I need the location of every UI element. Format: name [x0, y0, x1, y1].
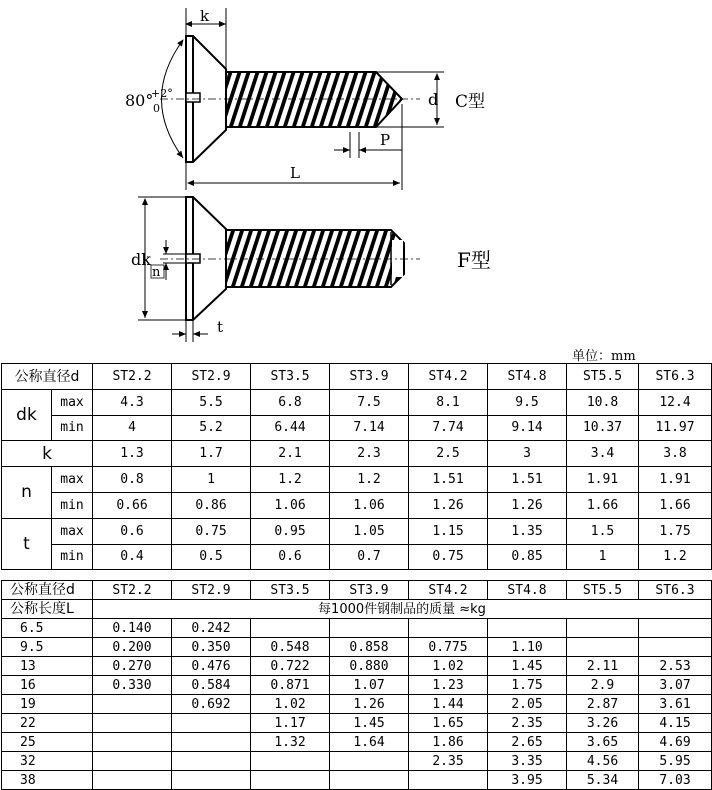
value-cell: 0.7: [330, 544, 409, 570]
label-angle-tol-lower: 0: [153, 102, 160, 115]
length-cell: 38: [2, 771, 93, 790]
value-cell: 0.4: [93, 544, 172, 570]
sub-label-max: max: [52, 389, 93, 415]
length-cell: 22: [2, 714, 93, 733]
value-cell: 1.51: [409, 467, 488, 493]
size-cell: ST2.9: [172, 581, 251, 600]
table-row: [2, 733, 712, 752]
value-cell: 1.2: [251, 467, 330, 493]
dimension-table: [1, 363, 712, 570]
length-cell: 25: [2, 733, 93, 752]
table-row: [2, 619, 712, 638]
value-cell: 11.97: [639, 415, 712, 441]
value-cell: 0.75: [172, 518, 251, 544]
value-cell: 3.26: [567, 714, 639, 733]
value-cell: 4.69: [639, 733, 712, 752]
value-cell: 0.5: [172, 544, 251, 570]
size-cell: ST6.3: [639, 581, 712, 600]
value-cell: 0.722: [251, 657, 330, 676]
value-cell: 3.61: [639, 695, 712, 714]
value-cell: 1.2: [639, 544, 712, 570]
value-cell: 2.87: [567, 695, 639, 714]
size-cell: ST6.3: [639, 364, 712, 390]
table-row: [2, 441, 712, 467]
value-cell: 3.4: [567, 441, 639, 467]
label-l: L: [290, 164, 300, 182]
value-cell: 5.34: [567, 771, 639, 790]
value-cell: [330, 771, 409, 790]
row-label-dk: dk: [2, 389, 52, 441]
table-row: [2, 638, 712, 657]
header-nominal-diameter: 公称直径d: [2, 581, 93, 600]
value-cell: 3.65: [567, 733, 639, 752]
label-t: t: [217, 318, 224, 336]
value-cell: 2.1: [251, 441, 330, 467]
table-row: [2, 676, 712, 695]
label-p: P: [380, 131, 391, 149]
value-cell: 1.45: [488, 657, 567, 676]
row-label-t: t: [2, 518, 52, 570]
value-cell: 5.5: [172, 389, 251, 415]
value-cell: 2.5: [409, 441, 488, 467]
sub-label-max: max: [52, 467, 93, 493]
value-cell: 4: [93, 415, 172, 441]
label-dk: dk: [131, 250, 151, 269]
value-cell: 0.6: [93, 518, 172, 544]
value-cell: 0.242: [172, 619, 251, 638]
value-cell: 1.91: [567, 467, 639, 493]
value-cell: 1.65: [409, 714, 488, 733]
value-cell: 0.75: [409, 544, 488, 570]
sub-label-min: min: [52, 415, 93, 441]
value-cell: 1.06: [330, 492, 409, 518]
value-cell: 1.26: [330, 695, 409, 714]
value-cell: 0.140: [93, 619, 172, 638]
value-cell: 1.06: [251, 492, 330, 518]
table-header-row: [2, 600, 712, 619]
value-cell: 0.66: [93, 492, 172, 518]
value-cell: 9.14: [488, 415, 567, 441]
value-cell: 9.5: [488, 389, 567, 415]
table-row: [2, 714, 712, 733]
value-cell: [251, 752, 330, 771]
sub-label-min: min: [52, 544, 93, 570]
value-cell: 1.7: [172, 441, 251, 467]
value-cell: 0.200: [93, 638, 172, 657]
value-cell: 0.6: [251, 544, 330, 570]
value-cell: 2.05: [488, 695, 567, 714]
table-row: [2, 657, 712, 676]
table-row: [2, 752, 712, 771]
value-cell: 1.64: [330, 733, 409, 752]
value-cell: 0.350: [172, 638, 251, 657]
size-cell: ST2.9: [172, 364, 251, 390]
size-cell: ST3.9: [330, 364, 409, 390]
value-cell: 7.14: [330, 415, 409, 441]
value-cell: [409, 619, 488, 638]
value-cell: 1.07: [330, 676, 409, 695]
value-cell: [639, 619, 712, 638]
size-cell: ST2.2: [93, 581, 172, 600]
value-cell: 3.8: [639, 441, 712, 467]
label-d: d: [428, 90, 439, 109]
value-cell: 1.5: [567, 518, 639, 544]
value-cell: 0.871: [251, 676, 330, 695]
value-cell: 2.53: [639, 657, 712, 676]
value-cell: 1.02: [251, 695, 330, 714]
value-cell: 1.26: [488, 492, 567, 518]
value-cell: 0.584: [172, 676, 251, 695]
size-cell: ST3.9: [330, 581, 409, 600]
value-cell: 1.26: [409, 492, 488, 518]
value-cell: 0.330: [93, 676, 172, 695]
value-cell: 1.44: [409, 695, 488, 714]
length-cell: 9.5: [2, 638, 93, 657]
value-cell: 12.4: [639, 389, 712, 415]
size-cell: ST5.5: [567, 364, 639, 390]
label-k: k: [200, 7, 210, 25]
length-cell: 16: [2, 676, 93, 695]
value-cell: 1.23: [409, 676, 488, 695]
value-cell: 6.44: [251, 415, 330, 441]
value-cell: [93, 714, 172, 733]
value-cell: 1: [567, 544, 639, 570]
size-cell: ST4.2: [409, 364, 488, 390]
row-label-k: k: [2, 441, 93, 467]
header-mass: 每1000件钢制品的质量 ≈kg: [93, 600, 712, 619]
size-cell: ST3.5: [251, 364, 330, 390]
value-cell: [488, 619, 567, 638]
label-angle: 80°: [125, 91, 154, 110]
mass-table: [1, 580, 712, 790]
value-cell: [567, 619, 639, 638]
value-cell: [93, 695, 172, 714]
table-row: [2, 695, 712, 714]
value-cell: [567, 638, 639, 657]
value-cell: 1.2: [330, 467, 409, 493]
table-header-row: [2, 581, 712, 600]
value-cell: [172, 733, 251, 752]
value-cell: 2.3: [330, 441, 409, 467]
value-cell: 0.692: [172, 695, 251, 714]
value-cell: 0.775: [409, 638, 488, 657]
size-cell: ST4.8: [488, 364, 567, 390]
value-cell: 0.858: [330, 638, 409, 657]
label-n: n: [152, 265, 161, 280]
screw-f-type: [131, 197, 491, 342]
table-header-row: [2, 364, 712, 390]
header-nominal-length: 公称长度L: [2, 600, 93, 619]
value-cell: [93, 733, 172, 752]
length-cell: 32: [2, 752, 93, 771]
value-cell: 5.2: [172, 415, 251, 441]
value-cell: 1.91: [639, 467, 712, 493]
size-cell: ST4.2: [409, 581, 488, 600]
header-nominal-diameter: 公称直径d: [2, 364, 93, 390]
value-cell: 3.07: [639, 676, 712, 695]
value-cell: 1.05: [330, 518, 409, 544]
value-cell: 0.86: [172, 492, 251, 518]
value-cell: 1.66: [639, 492, 712, 518]
value-cell: 6.8: [251, 389, 330, 415]
value-cell: 1.32: [251, 733, 330, 752]
screw-drawing: [0, 0, 712, 345]
value-cell: [330, 619, 409, 638]
length-cell: 6.5: [2, 619, 93, 638]
value-cell: 10.8: [567, 389, 639, 415]
value-cell: 2.35: [488, 714, 567, 733]
value-cell: 5.95: [639, 752, 712, 771]
value-cell: 7.03: [639, 771, 712, 790]
value-cell: 1.17: [251, 714, 330, 733]
value-cell: 4.15: [639, 714, 712, 733]
value-cell: 3: [488, 441, 567, 467]
table-row: [2, 467, 712, 493]
value-cell: [172, 752, 251, 771]
value-cell: [172, 771, 251, 790]
value-cell: 7.74: [409, 415, 488, 441]
value-cell: 2.9: [567, 676, 639, 695]
value-cell: 1: [172, 467, 251, 493]
value-cell: 2.35: [409, 752, 488, 771]
value-cell: 1.10: [488, 638, 567, 657]
value-cell: 0.476: [172, 657, 251, 676]
table-row: [2, 389, 712, 415]
table-row: [2, 544, 712, 570]
value-cell: 3.35: [488, 752, 567, 771]
value-cell: 2.65: [488, 733, 567, 752]
label-type-c: C型: [455, 92, 486, 112]
value-cell: [330, 752, 409, 771]
value-cell: [172, 714, 251, 733]
length-cell: 19: [2, 695, 93, 714]
value-cell: 1.02: [409, 657, 488, 676]
value-cell: 0.548: [251, 638, 330, 657]
value-cell: [93, 752, 172, 771]
length-cell: 13: [2, 657, 93, 676]
size-cell: ST5.5: [567, 581, 639, 600]
value-cell: 1.75: [488, 676, 567, 695]
value-cell: 2.11: [567, 657, 639, 676]
value-cell: 1.51: [488, 467, 567, 493]
value-cell: [251, 619, 330, 638]
size-cell: ST3.5: [251, 581, 330, 600]
value-cell: 0.270: [93, 657, 172, 676]
value-cell: 1.45: [330, 714, 409, 733]
value-cell: 1.3: [93, 441, 172, 467]
size-cell: ST4.8: [488, 581, 567, 600]
value-cell: 1.75: [639, 518, 712, 544]
value-cell: [409, 771, 488, 790]
screw-c-type: [125, 7, 485, 190]
value-cell: [251, 771, 330, 790]
value-cell: 3.95: [488, 771, 567, 790]
table-row: [2, 492, 712, 518]
value-cell: 10.37: [567, 415, 639, 441]
value-cell: 0.880: [330, 657, 409, 676]
size-cell: ST2.2: [93, 364, 172, 390]
table-row: [2, 415, 712, 441]
table-row: [2, 518, 712, 544]
table-row: [2, 771, 712, 790]
value-cell: 0.8: [93, 467, 172, 493]
value-cell: 0.85: [488, 544, 567, 570]
label-type-f: F型: [457, 248, 491, 272]
unit-label: 单位：mm: [572, 349, 636, 364]
value-cell: 1.15: [409, 518, 488, 544]
value-cell: 4.56: [567, 752, 639, 771]
sub-label-max: max: [52, 518, 93, 544]
row-label-n: n: [2, 467, 52, 519]
value-cell: 1.35: [488, 518, 567, 544]
value-cell: 1.66: [567, 492, 639, 518]
value-cell: 0.95: [251, 518, 330, 544]
value-cell: 7.5: [330, 389, 409, 415]
value-cell: 8.1: [409, 389, 488, 415]
value-cell: [93, 771, 172, 790]
value-cell: 4.3: [93, 389, 172, 415]
value-cell: 1.86: [409, 733, 488, 752]
value-cell: [639, 638, 712, 657]
label-angle-tol-upper: +2°: [151, 87, 173, 100]
sub-label-min: min: [52, 492, 93, 518]
